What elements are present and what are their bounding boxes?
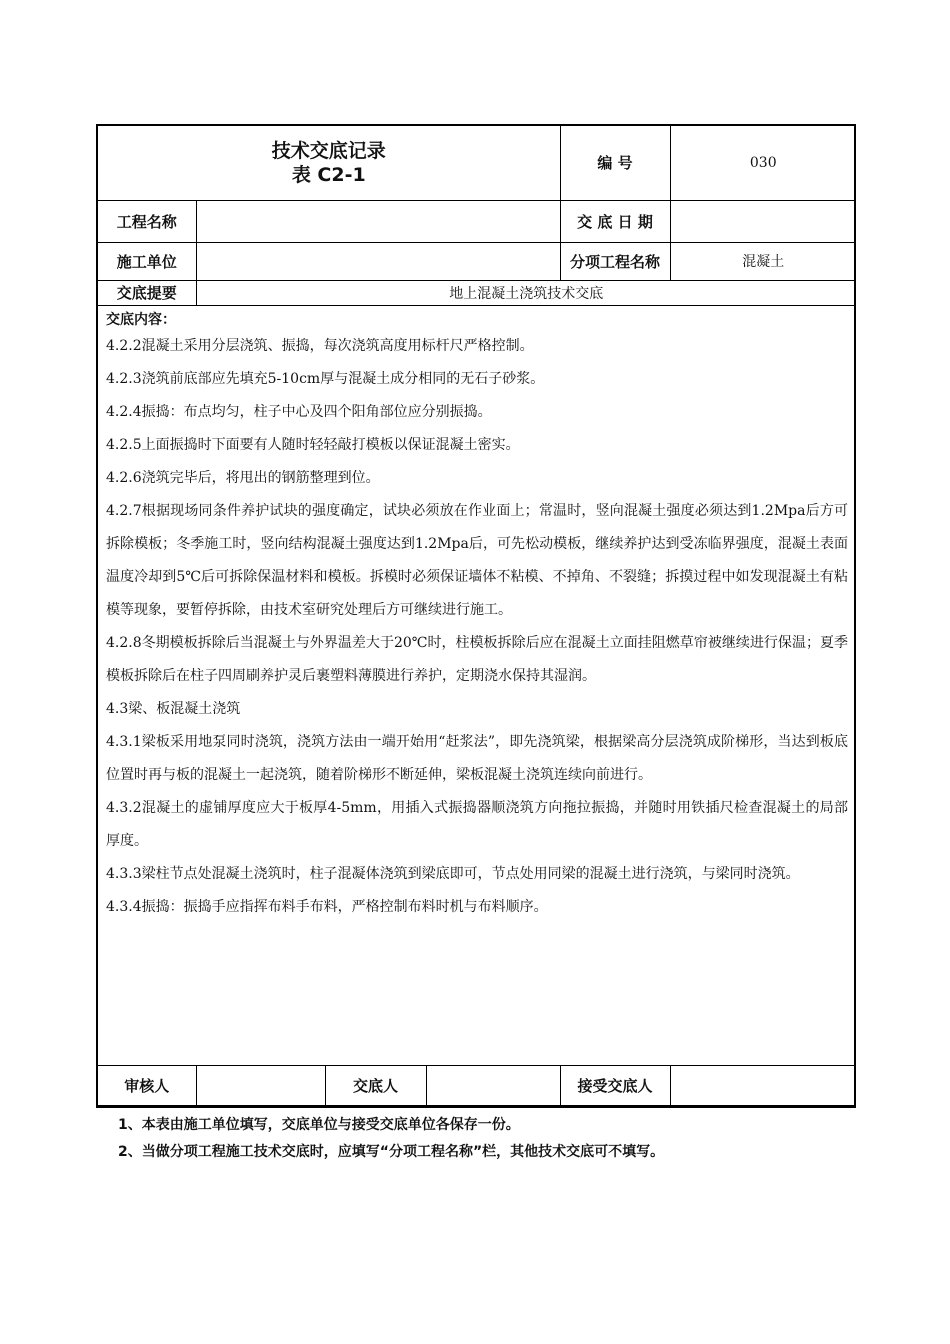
project-row — [98, 200, 856, 242]
construction-unit-label: 施工单位 — [98, 242, 196, 280]
content-cell[interactable] — [98, 305, 856, 1065]
presenter-label: 交底人 — [325, 1065, 426, 1105]
content-paragraph: 4.2.8冬期模板拆除后当混凝土与外界温差大于20℃时，柱模板拆除后应在混凝土立面挂阻燃草帘被继续进行保温；夏季模板拆除后在柱子四周刷养护灵后裹塑料薄膜进行养护，定期浇水保持其湿润。 — [106, 634, 849, 684]
receiver-field[interactable] — [670, 1065, 856, 1105]
presenter-field[interactable] — [426, 1065, 560, 1105]
content-paragraph: 4.3.2混凝土的虚铺厚度应大于板厚4-5mm，用插入式振捣器顺浇筑方向拖拉振捣，并随时用铁插尺检查混凝土的局部厚度。 — [106, 799, 849, 849]
reviewer-field[interactable] — [196, 1065, 325, 1105]
date-field[interactable] — [670, 200, 856, 242]
content-paragraph: 4.3.4振捣：振捣手应指挥布料手布料，严格控制布料时机与布料顺序。 — [106, 898, 548, 915]
unit-row — [98, 242, 856, 280]
signature-row — [98, 1065, 856, 1105]
content-row — [98, 305, 856, 1065]
content-paragraph: 4.2.2混凝土采用分层浇筑、振捣，每次浇筑高度用标杆尺严格控制。 — [106, 337, 534, 354]
form-title: 技术交底记录 — [271, 139, 386, 162]
form-title-cell — [98, 126, 560, 200]
content-paragraph: 4.2.5上面振捣时下面要有人随时轻轻敲打模板以保证混凝土密实。 — [106, 436, 520, 453]
header-row — [98, 126, 856, 200]
summary-row — [98, 280, 856, 305]
form-code: 表 C2-1 — [291, 163, 366, 186]
project-name-label: 工程名称 — [98, 200, 196, 242]
sub-project-field[interactable]: 混凝土 — [670, 242, 856, 280]
content-paragraph: 4.3梁、板混凝土浇筑 — [106, 700, 241, 717]
technical-briefing-form — [96, 124, 856, 1108]
footnote: 2、当做分项工程施工技术交底时，应填写“分项工程名称”栏，其他技术交底可不填写。 — [118, 1144, 665, 1160]
content-paragraph: 4.2.4振捣：布点均匀，柱子中心及四个阳角部位应分别振捣。 — [106, 403, 492, 420]
footnotes — [118, 1112, 858, 1166]
number-value[interactable]: 030 — [670, 126, 856, 200]
project-name-field[interactable] — [196, 200, 560, 242]
content-paragraph: 4.2.6浇筑完毕后，将甩出的钢筋整理到位。 — [106, 469, 380, 486]
footnote: 1、本表由施工单位填写，交底单位与接受交底单位各保存一份。 — [118, 1117, 520, 1133]
number-label: 编 号 — [560, 126, 670, 200]
content-paragraph: 4.3.1梁板采用地泵同时浇筑，浇筑方法由一端开始用“赶浆法”，即先浇筑梁，根据梁高分层浇筑成阶梯形，当达到板底位置时再与板的混凝土一起浇筑，随着阶梯形不断延伸，梁板混凝土浇筑连续向前进行。 — [106, 733, 849, 783]
reviewer-label: 审核人 — [98, 1065, 196, 1105]
summary-field[interactable]: 地上混凝土浇筑技术交底 — [196, 280, 856, 305]
form-table — [98, 126, 856, 1106]
content-paragraph: 4.3.3梁柱节点处混凝土浇筑时，柱子混凝体浇筑到梁底即可，节点处用同梁的混凝土进行浇筑，与梁同时浇筑。 — [106, 865, 800, 882]
content-heading: 交底内容： — [106, 311, 176, 328]
construction-unit-field[interactable] — [196, 242, 560, 280]
summary-label: 交底提要 — [98, 280, 196, 305]
content-paragraph: 4.2.3浇筑前底部应先填充5-10cm厚与混凝土成分相同的无石子砂浆。 — [106, 370, 545, 387]
sub-project-label: 分项工程名称 — [560, 242, 670, 280]
receiver-label: 接受交底人 — [560, 1065, 670, 1105]
date-label: 交 底 日 期 — [560, 200, 670, 242]
content-paragraph: 4.2.7根据现场同条件养护试块的强度确定，试块必须放在作业面上；常温时，竖向混凝土强度必须达到1.2Mpa后方可拆除模板；冬季施工时，竖向结构混凝土强度达到1.2Mpa后，可先松动模板，继续养护达到受冻临界强度，混凝土表面温度冷却到5℃后可拆除保温材料和模板。拆模时必须保证墙体不粘模、不掉角、不裂缝；拆摸过程中如发现混凝土有粘模等现象，要暂停拆除，由技术室研究处理后方可继续进行施工。 — [106, 502, 849, 618]
